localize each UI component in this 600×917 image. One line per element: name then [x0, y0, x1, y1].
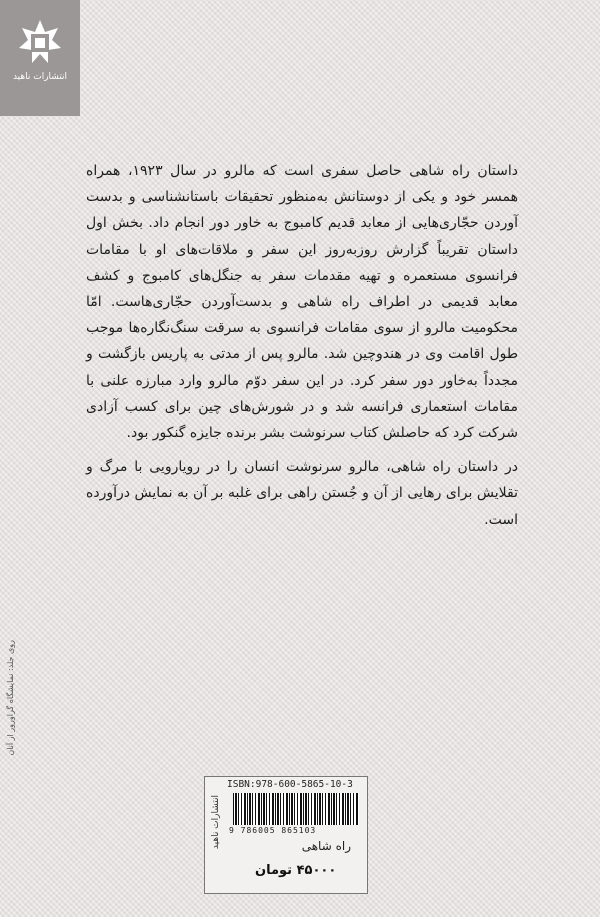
book-title: راه شاهی — [301, 839, 351, 853]
publisher-name: انتشارات ناهید — [12, 72, 68, 82]
barcode-number: 9 786005 865103 — [229, 826, 317, 835]
paragraph-1: داستان راه شاهی حاصل سفری است که مالرو در سال ۱۹۲۳، همراه همسر خود و یکی از دوستانش به‌منظور تحقیقات باستانشناسی و بدست آوردن حجّاری‌هایی از معابد قدیم کامبوج به خاور دور انجام داد. بخش اول داستان تقریباً گزارش روزبه‌روز این سفر و ملاقات‌های او با مقامات فرانسوی مستعمره و تهیه مقدمات سفر به جنگل‌های کامبوج و کشف معابد قدیمی در اطراف راه شاهی و بدست‌آوردن حجّاری‌هاست. امّا محکومیت مالرو از سوی مقامات فرانسوی به سرقت سنگ‌نگاره‌ها موجب طول اقامت وی در هندوچین شد. مالرو پس از مدتی به پاریس بازگشت و مجدداً به‌خاور دور سفر کرد. در این سفر دوّم مالرو وارد مبارزه علنی با مقامات استعماری فرانسه شد و در شورش‌های چین برای کسب آزادی شرکت کرد که حاصلش کتاب سرنوشت بشر برنده جایزه گنکور بود. — [86, 163, 518, 442]
back-cover-description — [86, 158, 518, 541]
isbn: ISBN:978-600-5865-10-3 — [227, 779, 353, 790]
paragraph-2: در داستان راه شاهی، مالرو سرنوشت انسان را در رویارویی با مرگ و تقلایش برای رهایی از آن و جُستن راهی برای غلبه بر آن به نمایش درآورده است. — [86, 459, 518, 528]
barcode — [233, 793, 359, 825]
cover-credit: روی جلد: نمایشگاه گراورور از آنان — [6, 640, 15, 756]
price: ۴۵۰۰۰ تومان — [255, 863, 337, 878]
sticker-publisher: انتشارات ناهید — [211, 795, 221, 850]
price-sticker — [204, 776, 368, 894]
star-icon — [17, 18, 63, 64]
publisher-logo-box — [0, 0, 80, 116]
